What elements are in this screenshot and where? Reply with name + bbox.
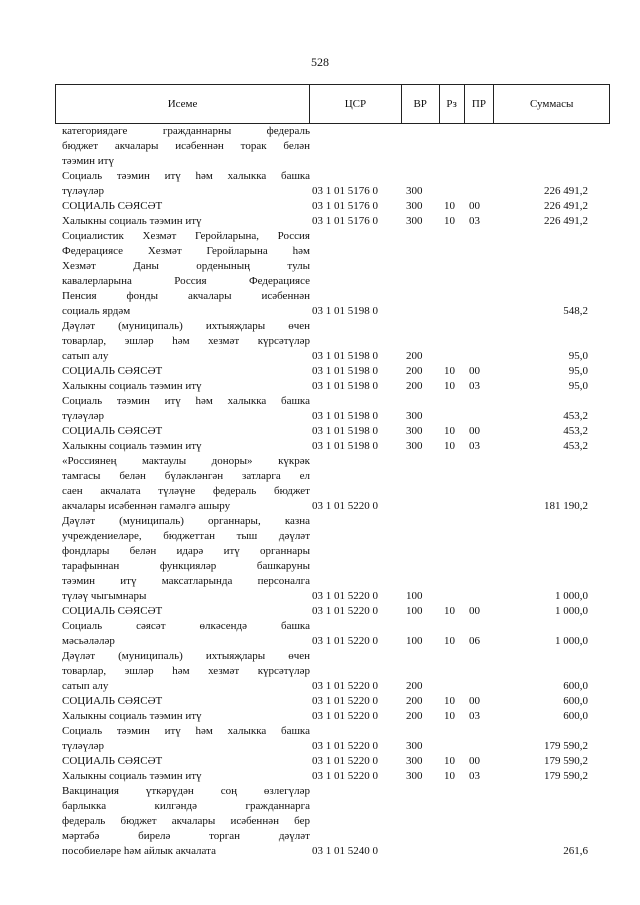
row-vr: 300: [406, 755, 423, 767]
header-pr: ПР: [465, 85, 495, 123]
table-row: [62, 694, 588, 709]
table-row: [62, 619, 588, 649]
page-number: 528: [311, 55, 329, 69]
row-csr: 03 1 01 5198 0: [312, 380, 378, 392]
row-name: [62, 619, 310, 649]
table-row: [62, 439, 588, 454]
table-row: [62, 709, 588, 724]
row-csr: 03 1 01 5198 0: [312, 365, 378, 377]
row-csr: 03 1 01 5198 0: [312, 410, 378, 422]
row-vr: 200: [406, 350, 423, 362]
row-name-line: мәртәбә бирелә торган дәүләт: [62, 830, 310, 842]
row-sum: 1 000,0: [555, 605, 588, 617]
row-csr: 03 1 01 5176 0: [312, 185, 378, 197]
row-name-line: түләүләр: [62, 410, 105, 422]
row-sum: 1 000,0: [555, 635, 588, 647]
row-vr: 200: [406, 365, 423, 377]
row-rz: 10: [444, 380, 455, 392]
table-row: [62, 169, 588, 199]
table-row: [62, 319, 588, 364]
header-vr: ВР: [402, 85, 440, 123]
row-name: [62, 379, 310, 394]
row-csr: 03 1 01 5198 0: [312, 305, 378, 317]
row-name-line: Халыкны социаль тәэмин итү: [62, 215, 202, 227]
row-name-line: тәэмин итү: [62, 155, 114, 167]
row-pr: 00: [469, 425, 480, 437]
table-row: [62, 214, 588, 229]
row-name-line: сатып алу: [62, 350, 109, 362]
row-csr: 03 1 01 5176 0: [312, 200, 378, 212]
row-sum: 453,2: [563, 440, 588, 452]
header-csr: ЦСР: [310, 85, 402, 123]
row-rz: 10: [444, 425, 455, 437]
row-sum: 600,0: [563, 695, 588, 707]
row-name-line: федераль бюджет акчалары исәбеннән бер: [62, 815, 310, 827]
table-row: [62, 769, 588, 784]
row-name-line: Социаль тәэмин итү һәм халыкка башка: [62, 725, 310, 737]
row-vr: 300: [406, 185, 423, 197]
table-row: [62, 754, 588, 769]
row-name-line: СОЦИАЛЬ СӘЯСӘТ: [62, 200, 163, 212]
row-pr: 03: [469, 215, 480, 227]
row-rz: 10: [444, 200, 455, 212]
row-name-line: Федерациясе Хезмәт Геройларына һәм: [62, 245, 310, 257]
row-vr: 200: [406, 710, 423, 722]
row-vr: 300: [406, 410, 423, 422]
row-name-line: фондлары белән идарә итү органнары: [62, 545, 310, 557]
row-name-line: барлыкка килгәндә гражданнарга: [62, 800, 310, 812]
row-rz: 10: [444, 365, 455, 377]
row-rz: 10: [444, 695, 455, 707]
row-sum: 453,2: [563, 425, 588, 437]
row-csr: 03 1 01 5220 0: [312, 695, 378, 707]
row-name-line: Халыкны социаль тәэмин итү: [62, 770, 202, 782]
row-name: [62, 229, 310, 319]
row-pr: 00: [469, 200, 480, 212]
row-name-line: Халыкны социаль тәэмин итү: [62, 440, 202, 452]
row-sum: 179 590,2: [544, 740, 588, 752]
row-vr: 200: [406, 380, 423, 392]
row-pr: 00: [469, 695, 480, 707]
table-row: [62, 379, 588, 394]
row-name-line: түләү чыгымнары: [62, 590, 147, 602]
row-vr: 300: [406, 215, 423, 227]
row-sum: 600,0: [563, 680, 588, 692]
row-csr: 03 1 01 5198 0: [312, 350, 378, 362]
row-name-line: Дәүләт (муниципаль) ихтыяҗлары өчен: [62, 320, 310, 332]
row-name-line: СОЦИАЛЬ СӘЯСӘТ: [62, 605, 163, 617]
row-name: [62, 514, 310, 604]
row-name-line: түләүләр: [62, 185, 105, 197]
row-name-line: Дәүләт (муниципаль) ихтыяҗлары өчен: [62, 650, 310, 662]
row-sum: 548,2: [563, 305, 588, 317]
row-sum: 179 590,2: [544, 755, 588, 767]
row-sum: 181 190,2: [544, 500, 588, 512]
row-csr: 03 1 01 5220 0: [312, 635, 378, 647]
row-name-line: түләүләр: [62, 740, 105, 752]
row-name: [62, 124, 310, 169]
row-vr: 200: [406, 695, 423, 707]
row-sum: 95,0: [568, 380, 588, 392]
row-rz: 10: [444, 440, 455, 452]
row-pr: 00: [469, 605, 480, 617]
row-sum: 261,6: [563, 845, 588, 857]
table-row: [62, 514, 588, 604]
row-csr: 03 1 01 5176 0: [312, 215, 378, 227]
row-name-line: СОЦИАЛЬ СӘЯСӘТ: [62, 365, 163, 377]
row-name: [62, 214, 310, 229]
row-name-line: категориядәге гражданнарны федераль: [62, 125, 310, 137]
row-name-line: товарлар, эшләр һәм хезмәт күрсәтүләр: [62, 335, 310, 347]
row-rz: 10: [444, 605, 455, 617]
row-name-line: Социаль тәэмин итү һәм халыкка башка: [62, 395, 310, 407]
row-name: [62, 724, 310, 754]
row-name-line: Халыкны социаль тәэмин итү: [62, 380, 202, 392]
row-name: [62, 709, 310, 724]
header-rz: Рз: [440, 85, 465, 123]
row-vr: 300: [406, 425, 423, 437]
row-csr: 03 1 01 5240 0: [312, 845, 378, 857]
row-rz: 10: [444, 635, 455, 647]
row-rz: 10: [444, 710, 455, 722]
table-row: [62, 199, 588, 214]
row-name-line: акчалары исәбеннән гамәлгә ашыру: [62, 500, 231, 512]
row-name-line: сатып алу: [62, 680, 109, 692]
row-rz: 10: [444, 755, 455, 767]
row-rz: 10: [444, 770, 455, 782]
row-name-line: пособиеләре һәм айлык акчалата: [62, 845, 216, 857]
table-row: [62, 784, 588, 859]
header-name: Исеме: [56, 85, 310, 123]
row-name: [62, 754, 310, 769]
row-vr: 300: [406, 770, 423, 782]
table-row: [62, 229, 588, 319]
row-name: [62, 169, 310, 199]
row-pr: 00: [469, 365, 480, 377]
row-name-line: Пенсия фонды акчалары исәбеннән: [62, 290, 310, 302]
row-csr: 03 1 01 5220 0: [312, 740, 378, 752]
row-name: [62, 319, 310, 364]
row-name-line: тәэмин итү максатларында персоналга: [62, 575, 310, 587]
table-row: [62, 424, 588, 439]
row-name: [62, 439, 310, 454]
row-name-line: СОЦИАЛЬ СӘЯСӘТ: [62, 755, 163, 767]
row-name-line: кавалерларына Россия Федерациясе: [62, 275, 310, 287]
row-vr: 200: [406, 680, 423, 692]
row-name: [62, 649, 310, 694]
row-name: [62, 784, 310, 859]
row-rz: 10: [444, 215, 455, 227]
row-sum: 179 590,2: [544, 770, 588, 782]
row-name-line: Дәүләт (муниципаль) органнары, казна: [62, 515, 310, 527]
row-name-line: СОЦИАЛЬ СӘЯСӘТ: [62, 695, 163, 707]
row-name-line: Хезмәт Даны орденының тулы: [62, 260, 310, 272]
row-name: [62, 454, 310, 514]
row-pr: 03: [469, 710, 480, 722]
table-row: [62, 454, 588, 514]
row-csr: 03 1 01 5198 0: [312, 440, 378, 452]
row-name-line: товарлар, эшләр һәм хезмәт күрсәтүләр: [62, 665, 310, 677]
row-name-line: СОЦИАЛЬ СӘЯСӘТ: [62, 425, 163, 437]
row-vr: 100: [406, 635, 423, 647]
row-name-line: саен акчалата түләүне федераль бюджет: [62, 485, 310, 497]
row-name-line: Социаль тәэмин итү һәм халыкка башка: [62, 170, 310, 182]
row-vr: 300: [406, 200, 423, 212]
row-name: [62, 394, 310, 424]
row-name-line: Социаль сәясәт өлкәсендә башка: [62, 620, 310, 632]
row-pr: 03: [469, 380, 480, 392]
row-name-line: Социалистик Хезмәт Геройларына, Россия: [62, 230, 310, 242]
row-sum: 453,2: [563, 410, 588, 422]
row-pr: 00: [469, 755, 480, 767]
row-vr: 300: [406, 440, 423, 452]
row-name: [62, 694, 310, 709]
table-row: [62, 724, 588, 754]
row-csr: 03 1 01 5220 0: [312, 680, 378, 692]
table-row: [62, 124, 588, 169]
row-name: [62, 769, 310, 784]
table-body: [62, 124, 588, 859]
row-sum: 226 491,2: [544, 185, 588, 197]
row-csr: 03 1 01 5220 0: [312, 770, 378, 782]
row-vr: 100: [406, 590, 423, 602]
row-vr: 300: [406, 740, 423, 752]
header-sum: Суммасы: [529, 98, 574, 110]
row-name: [62, 424, 310, 439]
row-name-line: тарафыннан функцияләр башкаруны: [62, 560, 310, 572]
row-sum: 226 491,2: [544, 215, 588, 227]
row-sum: 600,0: [563, 710, 588, 722]
row-csr: 03 1 01 5220 0: [312, 710, 378, 722]
row-csr: 03 1 01 5220 0: [312, 590, 378, 602]
table-row: [62, 649, 588, 694]
row-name-line: «Россиянең мактаулы доноры» күкрәк: [62, 455, 310, 467]
row-name: [62, 604, 310, 619]
table-header: [55, 84, 610, 124]
row-pr: 03: [469, 770, 480, 782]
row-csr: 03 1 01 5220 0: [312, 500, 378, 512]
row-name: [62, 364, 310, 379]
row-sum: 226 491,2: [544, 200, 588, 212]
row-csr: 03 1 01 5198 0: [312, 425, 378, 437]
row-vr: 100: [406, 605, 423, 617]
table-row: [62, 604, 588, 619]
row-sum: 95,0: [568, 365, 588, 377]
row-pr: 06: [469, 635, 480, 647]
table-row: [62, 364, 588, 379]
row-name-line: бюджет акчалары исәбеннән торак белән: [62, 140, 310, 152]
row-name: [62, 199, 310, 214]
row-sum: 95,0: [568, 350, 588, 362]
row-csr: 03 1 01 5220 0: [312, 605, 378, 617]
row-name-line: мәсьәләләр: [62, 635, 115, 647]
row-name-line: Халыкны социаль тәэмин итү: [62, 710, 202, 722]
table-row: [62, 394, 588, 424]
row-name-line: учреждениеләре, бюджеттан тыш дәүләт: [62, 530, 310, 542]
row-name-line: социаль ярдәм: [62, 305, 131, 317]
row-name-line: тамгасы белән бүләкләнгән затларга ел: [62, 470, 310, 482]
row-csr: 03 1 01 5220 0: [312, 755, 378, 767]
row-name-line: Вакцинация үткәрүдән соң өзлегүләр: [62, 785, 310, 797]
row-sum: 1 000,0: [555, 590, 588, 602]
row-pr: 03: [469, 440, 480, 452]
